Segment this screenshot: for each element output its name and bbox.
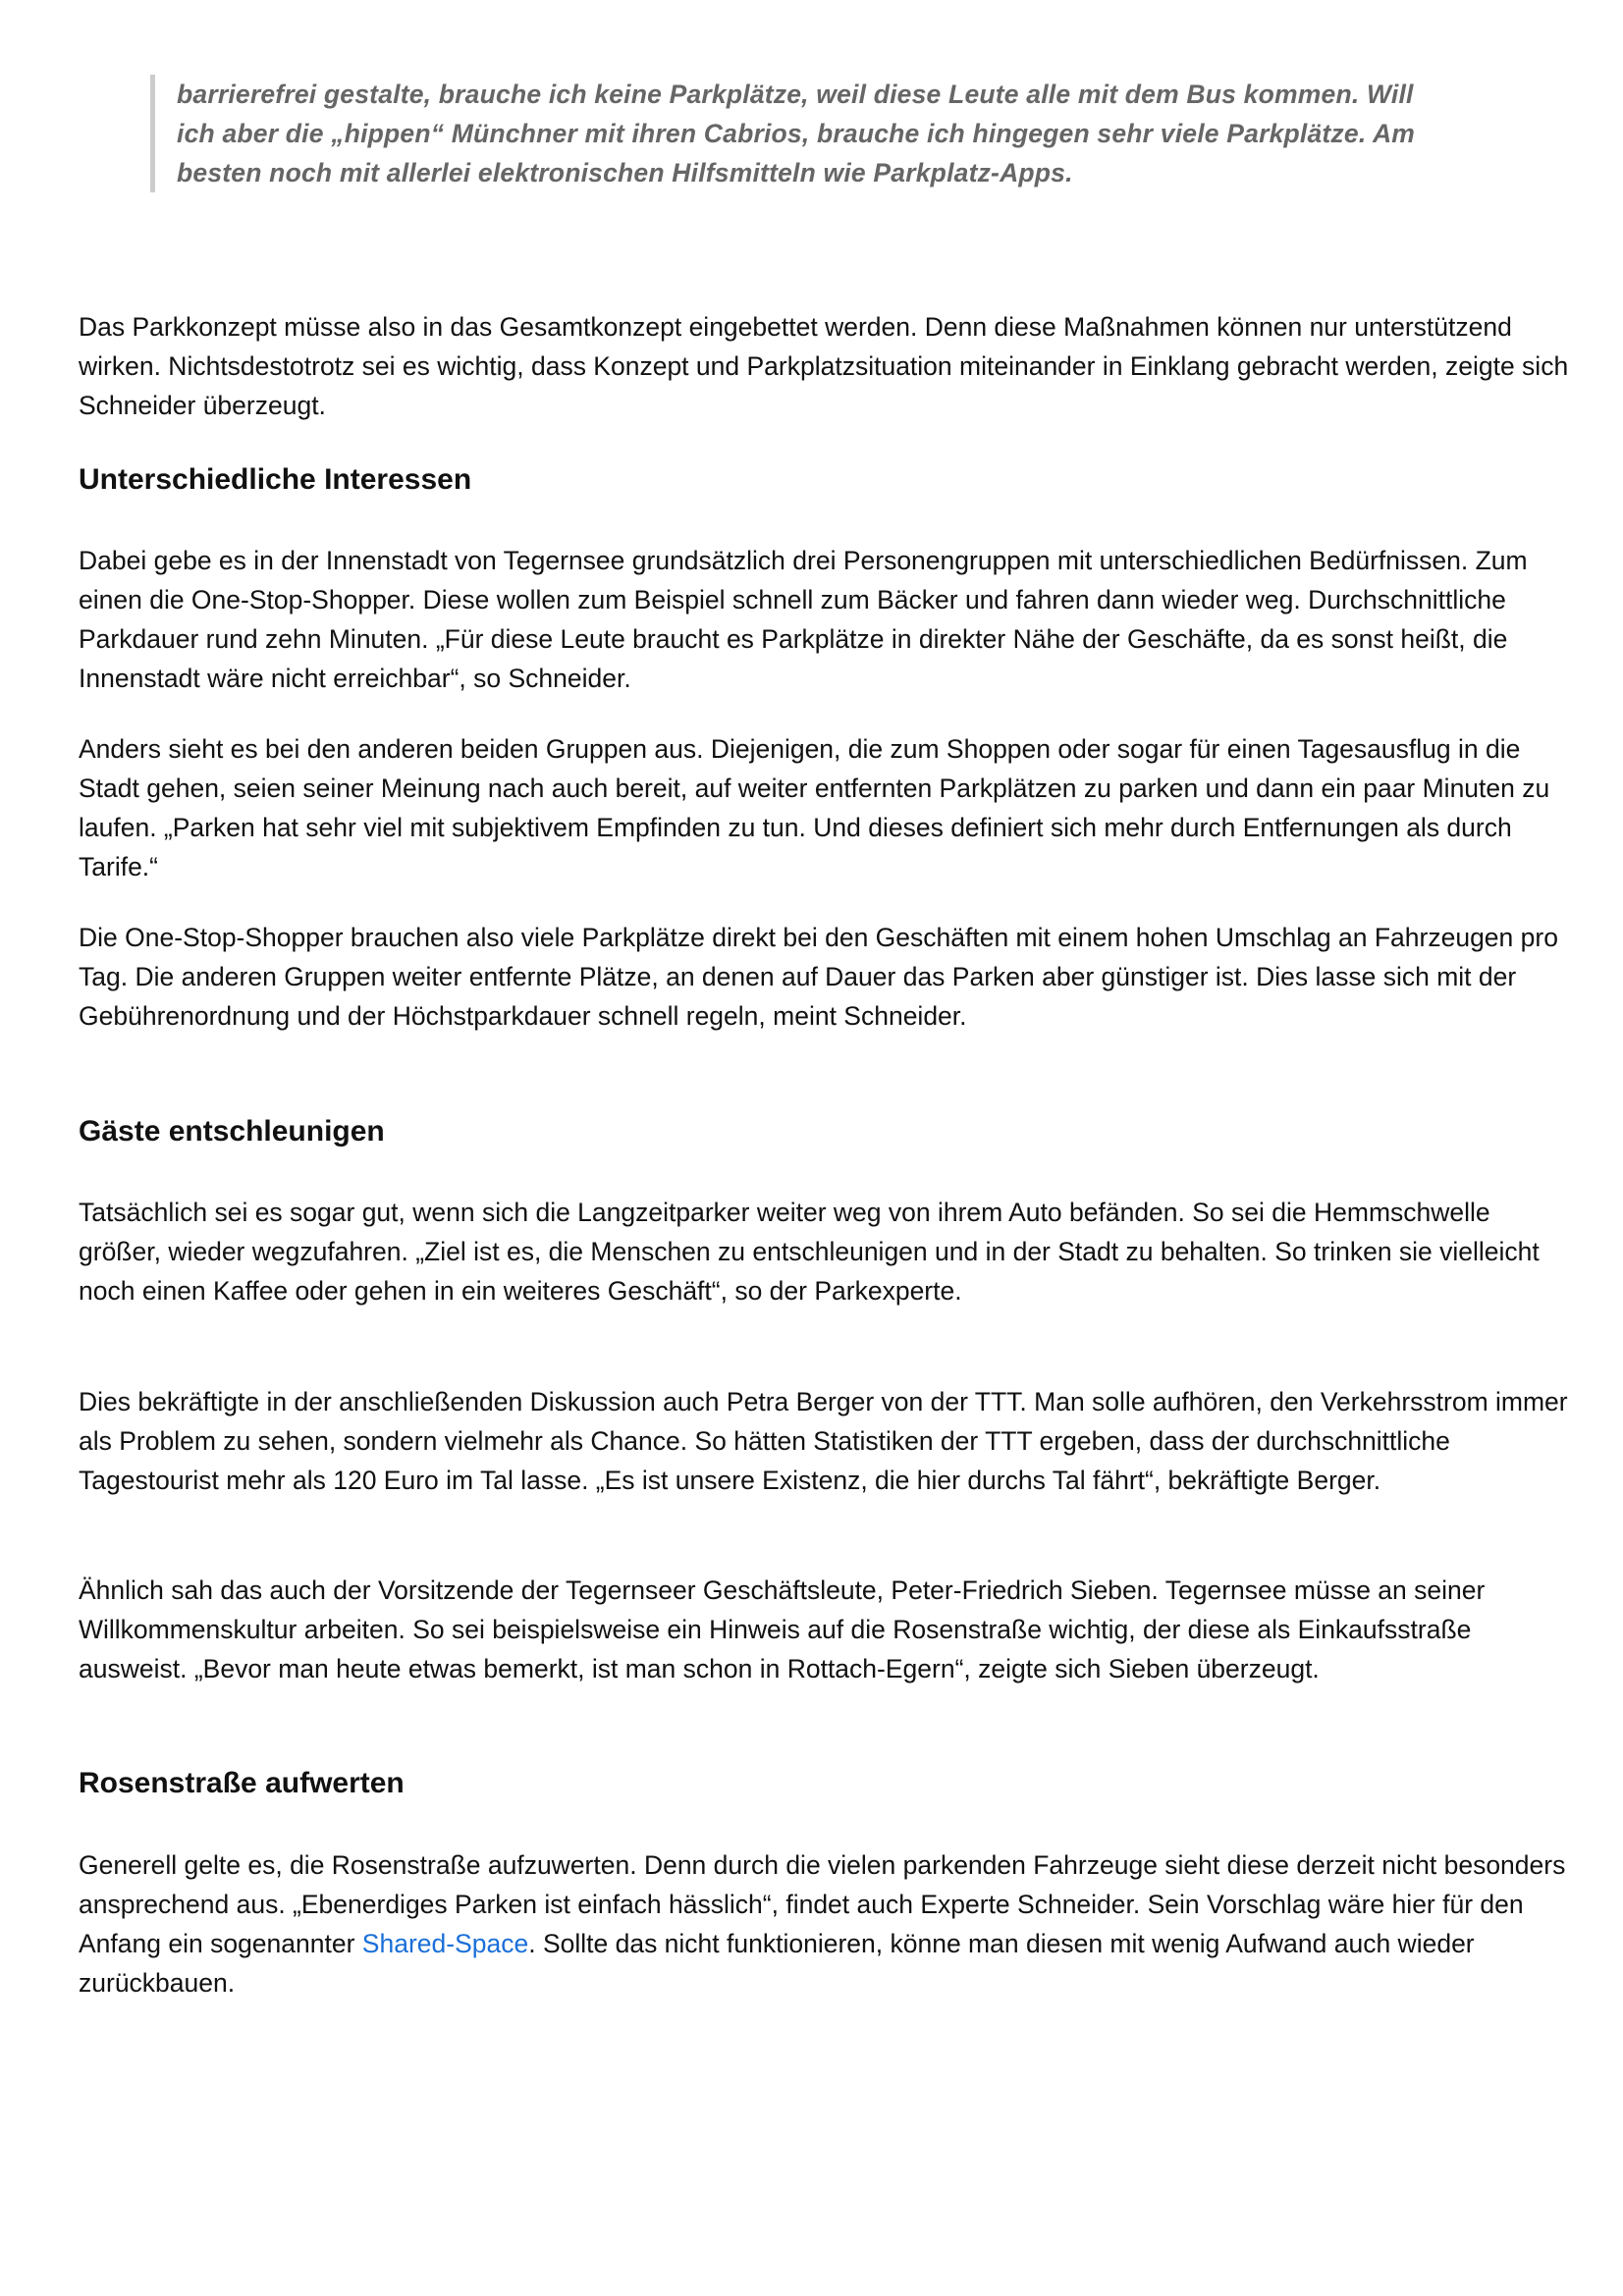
paragraph-text-after-link: . Sollte das nicht funktionieren, könne man diesen mit wenig Aufwand auch wieder zurückbauen. [79,1929,1475,1998]
blockquote [150,75,1453,192]
blockquote-text: barrierefrei gestalte, brauche ich keine Parkplätze, weil diese Leute alle mit dem Bus kommen. Will ich aber die „hippen“ Münchner mit ihren Cabrios, brauche ich hingegen sehr viele Parkplätze. Am besten noch mit allerlei elektronischen Hilfsmitteln wie Parkplatz-Apps. [177,80,1416,187]
paragraph-rosenstrasse [79,1845,1571,2002]
paragraph-langzeitparker: Tatsächlich sei es sogar gut, wenn sich die Langzeitparker weiter weg von ihrem Auto befänden. So sei die Hemmschwelle größer, wieder wegzufahren. „Ziel ist es, die Menschen zu entschleunigen und in der Stadt zu behalten. So trinken sie vielleicht noch einen Kaffee oder gehen in ein weiteres Geschäft“, so der Parkexperte. [79,1198,1540,1306]
paragraph-parkkonzept: Das Parkkonzept müsse also in das Gesamtkonzept eingebettet werden. Denn diese Maßnahmen können nur unterstützend wirken. Nichtsdestotrotz sei es wichtig, dass Konzept und Parkplatzsituation miteinander in Einklang gebracht werden, zeigte sich Schneider überzeugt. [79,312,1569,420]
paragraph-text-before-link: Generell gelte es, die Rosenstraße aufzuwerten. Denn durch die vielen parkenden Fahrzeuge sieht diese derzeit nicht besonders ansprechend aus. „Ebenerdiges Parken ist einfach hässlich“, findet auch Experte Schneider. Sein Vorschlag wäre hier für den Anfang ein sogenannter [79,1850,1566,1958]
shared-space-link[interactable]: Shared-Space [361,1929,529,1958]
paragraph-personengruppen: Dabei gebe es in der Innenstadt von Tegernsee grundsätzlich drei Personengruppen mit unterschiedlichen Bedürfnissen. Zum einen die One-Stop-Shopper. Diese wollen zum Beispiel schnell zum Bäcker und fahren dann wieder weg. Durchschnittliche Parkdauer rund zehn Minuten. „Für diese Leute braucht es Parkplätze in direkter Nähe der Geschäfte, da es sonst heißt, die Innenstadt wäre nicht erreichbar“, so Schneider. [79,546,1528,693]
heading-unterschiedliche-interessen: Unterschiedliche Interessen [79,463,472,496]
paragraph-petra-berger: Dies bekräftigte in der anschließenden Diskussion auch Petra Berger von der TTT. Man solle aufhören, den Verkehrsstrom immer als Problem zu sehen, sondern vielmehr als Chance. So hätten Statistiken der TTT ergeben, dass der durchschnittliche Tagestourist mehr als 120 Euro im Tal lasse. „Es ist unsere Existenz, die hier durchs Tal fährt“, bekräftigte Berger. [79,1387,1568,1495]
heading-gaeste-entschleunigen: Gäste entschleunigen [79,1115,385,1148]
paragraph-one-stop-shopper: Die One-Stop-Shopper brauchen also viele Parkplätze direkt bei den Geschäften mit einem hohen Umschlag an Fahrzeugen pro Tag. Die anderen Gruppen weiter entfernte Plätze, an denen auf Dauer das Parken aber günstiger ist. Dies lasse sich mit der Gebührenordnung und der Höchstparkdauer schnell regeln, meint Schneider. [79,923,1558,1031]
paragraph-andere-gruppen: Anders sieht es bei den anderen beiden Gruppen aus. Diejenigen, die zum Shoppen oder sogar für einen Tagesausflug in die Stadt gehen, seien seiner Meinung nach auch bereit, auf weiter entfernten Parkplätzen zu parken und dann ein paar Minuten zu laufen. „Parken hat sehr viel mit subjektivem Empfinden zu tun. Und dieses definiert sich mehr durch Entfernungen als durch Tarife.“ [79,734,1550,881]
paragraph-peter-friedrich-sieben: Ähnlich sah das auch der Vorsitzende der Tegernseer Geschäftsleute, Peter-Friedrich Sieben. Tegernsee müsse an seiner Willkommenskultur arbeiten. So sei beispielsweise ein Hinweis auf die Rosenstraße wichtig, der diese als Einkaufsstraße ausweist. „Bevor man heute etwas bemerkt, ist man schon in Rottach-Egern“, zeigte sich Sieben überzeugt. [79,1575,1486,1683]
heading-rosenstrasse-aufwerten: Rosenstraße aufwerten [79,1767,405,1799]
